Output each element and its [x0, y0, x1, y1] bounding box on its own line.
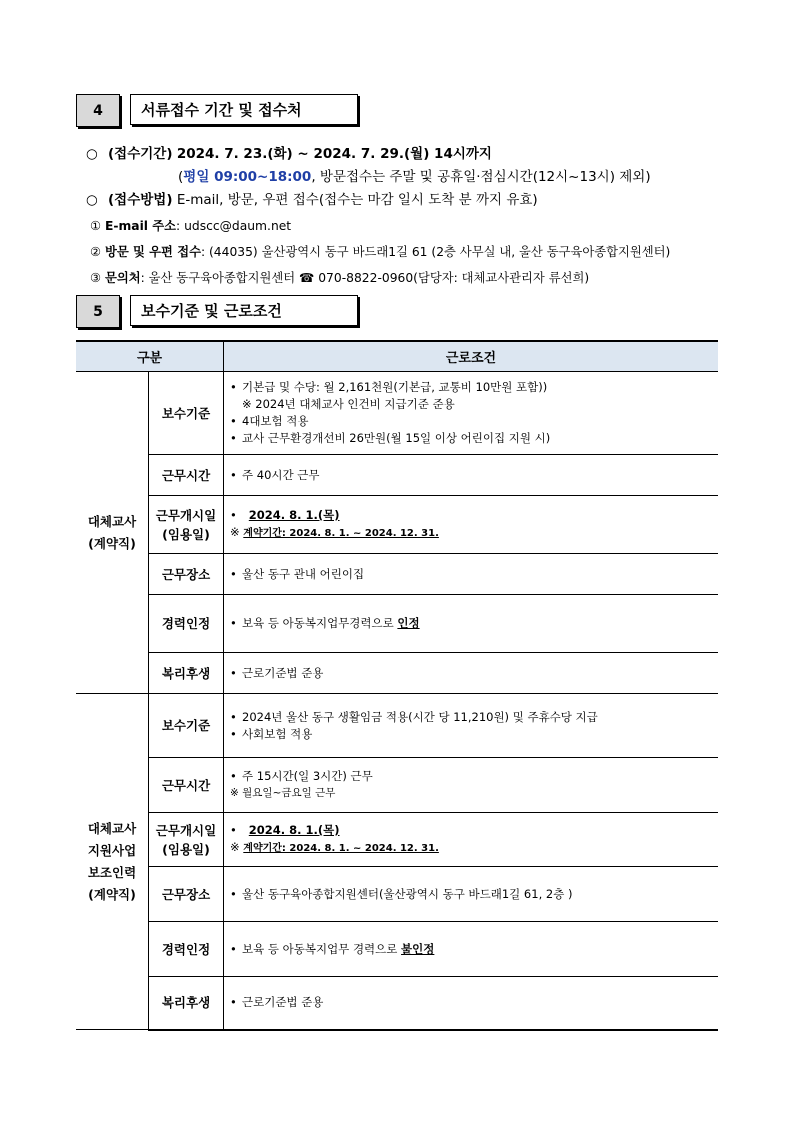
note-mark: ※	[230, 525, 240, 539]
list-item: • 울산 동구육아종합지원센터(울산광역시 동구 바드래1길 61, 2층 )	[230, 886, 712, 903]
item-value: : (44035) 울산광역시 동구 바드래1길 61 (2층 사무실 내, 울산 동구육아종합지원센터)	[200, 245, 671, 259]
method-label: (접수방법)	[108, 192, 173, 208]
group-name-line: 지원사업	[87, 842, 137, 858]
start-date: 2024. 8. 1.(목)	[248, 508, 340, 522]
circle-bullet: ○	[86, 146, 98, 162]
contract-period: 계약기간: 2024. 8. 1. ~ 2024. 12. 31.	[243, 843, 439, 854]
career-details	[224, 922, 719, 977]
category-place: 근무장소	[149, 867, 224, 922]
pay-note: ※ 2024년 대체교사 인건비 지급기준 준용	[242, 397, 455, 411]
hours-open: (	[178, 169, 184, 185]
list-item: • 주 40시간 근무	[230, 467, 712, 484]
table-header-row	[76, 341, 718, 372]
header-conditions: 근로조건	[224, 341, 719, 372]
category-career: 경력인정	[149, 595, 224, 653]
contact-item-email	[90, 216, 291, 234]
item-number: ②	[90, 245, 102, 259]
category-label-line: (임용일)	[162, 841, 210, 857]
place-details	[224, 554, 719, 595]
table-row	[76, 372, 718, 455]
table-row	[76, 653, 718, 694]
list-item: • 사회보험 적용	[230, 726, 712, 743]
start-date: 2024. 8. 1.(목)	[248, 823, 340, 837]
group-name-support-staff	[76, 694, 149, 1030]
welfare-details	[224, 977, 719, 1030]
table-row	[76, 455, 718, 496]
category-career: 경력인정	[149, 922, 224, 977]
pay-details	[224, 372, 719, 455]
group-name-line: 대체교사	[87, 513, 137, 529]
table-row	[76, 867, 718, 922]
section-number: 4	[76, 94, 120, 127]
application-hours-line	[178, 165, 651, 185]
list-item: • 교사 근무환경개선비 26만원(월 15일 이상 어린이집 지원 시)	[230, 430, 712, 447]
table-row	[76, 922, 718, 977]
start-date-details	[224, 813, 719, 867]
period-dates: 2024. 7. 23.(화) ~ 2024. 7. 29.(월) 14시까지	[176, 146, 492, 162]
table-row	[76, 554, 718, 595]
table-row	[76, 758, 718, 813]
header-category: 구분	[76, 341, 224, 372]
item-value: : udscc@daum.net	[176, 219, 292, 233]
category-label-line: 근무개시일	[155, 507, 217, 523]
category-label-line: (임용일)	[162, 526, 210, 542]
working-conditions-table	[76, 340, 718, 1031]
category-start-date	[149, 813, 224, 867]
career-text: 보육 등 아동복지업무 경력으로	[242, 941, 402, 956]
contact-item-address	[90, 242, 670, 260]
list-item: • 4대보험 적용	[230, 413, 712, 430]
list-item: • 주 15시간(일 3시간) 근무	[230, 768, 712, 785]
career-text: 보육 등 아동복지업무경력으로	[242, 616, 398, 630]
method-text: E-mail, 방문, 우편 접수(접수는 마감 일시 도착 분 까지 유효)	[176, 192, 538, 208]
category-welfare: 복리후생	[149, 653, 224, 694]
circle-bullet: ○	[86, 192, 98, 208]
weekday-hours: 평일 09:00~18:00	[183, 169, 312, 185]
period-label: (접수기간)	[108, 146, 173, 162]
list-item: • 근로기준법 준용	[230, 665, 712, 682]
section-title: 서류접수 기간 및 접수처	[130, 94, 358, 125]
table-row	[76, 595, 718, 653]
hours-details	[224, 455, 719, 496]
group-name-line: 대체교사	[87, 820, 137, 836]
section-4-header	[76, 94, 358, 127]
welfare-details	[224, 653, 719, 694]
item-label: E-mail 주소	[104, 219, 177, 233]
hours-rest: , 방문접수는 주말 및 공휴일·점심시간(12시~13시) 제외)	[311, 169, 651, 185]
item-label: 문의처	[104, 271, 141, 285]
hours-note: ※ 월요일~금요일 근무	[230, 787, 336, 799]
table-row	[76, 977, 718, 1030]
section-5-header	[76, 295, 358, 328]
hours-details	[224, 758, 719, 813]
section-number: 5	[76, 295, 120, 328]
career-status: 불인정	[401, 941, 435, 956]
list-item: • 2024년 울산 동구 생활임금 적용(시간 당 11,210원) 및 주휴수당 지급	[230, 709, 712, 726]
pay-details	[224, 694, 719, 758]
group-name-line: (계약직)	[88, 535, 136, 551]
application-method-line	[86, 188, 538, 208]
group-name-line: (계약직)	[88, 886, 136, 902]
category-hours: 근무시간	[149, 455, 224, 496]
category-start-date	[149, 496, 224, 554]
bullet: •	[230, 823, 237, 837]
table-row	[76, 813, 718, 867]
item-number: ①	[90, 219, 102, 233]
contact-item-inquiry	[90, 268, 589, 286]
contract-period: 계약기간: 2024. 8. 1. ~ 2024. 12. 31.	[243, 528, 439, 539]
category-pay: 보수기준	[149, 694, 224, 758]
group-name-substitute-teacher	[76, 372, 149, 694]
note-mark: ※	[230, 840, 240, 854]
career-details	[224, 595, 719, 653]
place-details	[224, 867, 719, 922]
category-hours: 근무시간	[149, 758, 224, 813]
category-pay: 보수기준	[149, 372, 224, 455]
category-welfare: 복리후생	[149, 977, 224, 1030]
category-place: 근무장소	[149, 554, 224, 595]
start-date-details	[224, 496, 719, 554]
application-period-line	[86, 142, 492, 162]
list-item: • 울산 동구 관내 어린이집	[230, 566, 712, 583]
list-item: • 근로기준법 준용	[230, 994, 712, 1011]
item-label: 방문 및 우편 접수	[104, 245, 201, 259]
group-name-line: 보조인력	[87, 864, 137, 880]
list-item: • 기본급 및 수당: 월 2,161천원(기본급, 교통비 10만원 포함))	[230, 379, 712, 396]
bullet: •	[230, 508, 237, 522]
table-row	[76, 694, 718, 758]
category-label-line: 근무개시일	[155, 822, 217, 838]
career-status: 인정	[397, 616, 420, 630]
table-row	[76, 496, 718, 554]
item-number: ③	[90, 271, 102, 285]
section-title: 보수기준 및 근로조건	[130, 295, 358, 326]
item-value: : 울산 동구육아종합지원센터 ☎ 070-8822-0960(담당자: 대체교사관리자 류선희)	[140, 271, 590, 285]
